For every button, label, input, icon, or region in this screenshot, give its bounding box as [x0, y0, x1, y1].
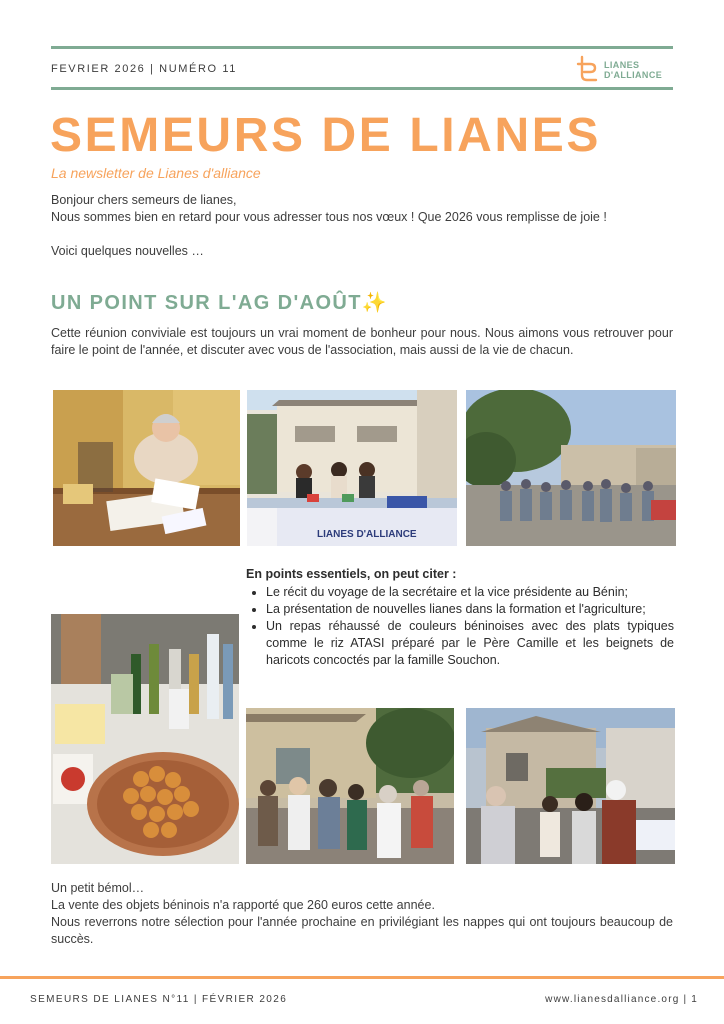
- section-title-text: UN POINT SUR L'AG D'AOÛT: [51, 292, 362, 314]
- key-point-item: • Un repas réhaussé de couleurs béninoises avec des plats typiques comme le riz ATASI préparé par le Père Camille et les beignets de haricots concoctés par la famille Souchon.: [266, 618, 674, 669]
- intro-news: Voici quelques nouvelles …: [51, 244, 204, 258]
- logo-text: [604, 60, 662, 80]
- key-points-list: [246, 584, 674, 669]
- key-points-lead: En points essentiels, on peut citer :: [246, 567, 457, 581]
- issue-line: FEVRIER 2026 | NUMÉRO 11: [51, 63, 237, 75]
- newsletter-title: SEMEURS DE LIANES: [50, 109, 601, 162]
- section-title: [51, 290, 388, 315]
- footer-website-page: www.lianesdalliance.org | 1: [545, 994, 698, 1005]
- photo-guests-conversing: [246, 708, 454, 864]
- lianes-logo-icon: [576, 55, 600, 83]
- intro-text: [51, 192, 673, 260]
- key-point-item: • Le récit du voyage de la secrétaire et la vice présidente au Bénin;: [266, 584, 674, 601]
- photo-courtyard-discussion: [466, 708, 675, 864]
- logo-line1: LIANES: [604, 60, 640, 70]
- closing-line2: La vente des objets béninois n'a rapporté que 260 euros cette année.: [51, 898, 435, 912]
- footer-rule: [0, 976, 724, 979]
- photo-courtyard-gathering: [466, 390, 676, 546]
- key-point-item: • La présentation de nouvelles lianes dans la formation et l'agriculture;: [266, 601, 674, 618]
- closing-line3: Nous reverrons notre sélection pour l'année prochaine en privilégiant les nappes qui ont toujours beaucoup de succès.: [51, 915, 673, 946]
- header-bottom-rule: [51, 87, 673, 90]
- photo-buffet-beignets: [51, 614, 239, 864]
- banner-text: LIANES D'ALLIANCE: [317, 529, 417, 540]
- key-points: [246, 566, 674, 669]
- section-body: Cette réunion conviviale est toujours un vrai moment de bonheur pour nous. Nous aimons vous retrouver pour faire le point de l'année, et discuter avec vous de l'association, mais aussi de la vie de chacun.: [51, 326, 673, 357]
- intro-greeting: Bonjour chers semeurs de lianes,: [51, 193, 237, 207]
- photo-welcome-table: [247, 390, 457, 546]
- footer-issue: SEMEURS DE LIANES N°11 | FÉVRIER 2026: [30, 994, 288, 1005]
- intro-wishes: Nous sommes bien en retard pour vous adresser tous nos vœux ! Que 2026 vous remplisse de joie !: [51, 210, 607, 224]
- logo-line2: D'ALLIANCE: [604, 70, 663, 80]
- closing-line1: Un petit bémol…: [51, 881, 145, 895]
- closing-text: [51, 880, 673, 948]
- header-top-rule: [51, 46, 673, 49]
- logo: [576, 55, 676, 85]
- sparkle-icon: ✨: [361, 292, 389, 314]
- photo-secretary-signing: [53, 390, 240, 546]
- newsletter-subtitle: La newsletter de Lianes d'alliance: [51, 165, 261, 181]
